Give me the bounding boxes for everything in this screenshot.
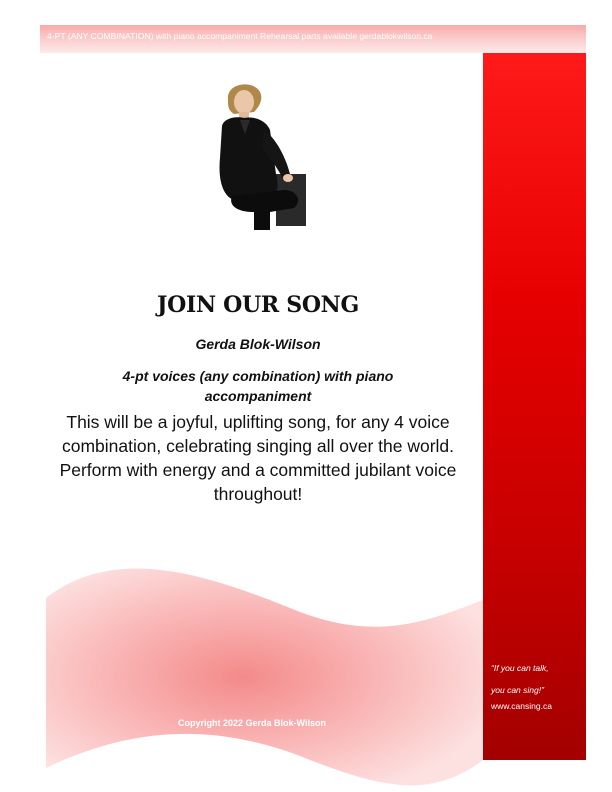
quote-line-2: you can sing!”	[491, 685, 544, 695]
quote-line-1: “If you can talk,	[491, 663, 549, 673]
voicing-text: 4-pt voices (any combination) with piano accompaniment	[122, 368, 394, 404]
composer-photo	[214, 78, 310, 230]
author-name: Gerda Blok-Wilson	[195, 336, 321, 352]
header-banner	[40, 25, 586, 53]
banner-text: 4-PT (ANY COMBINATION) with piano accompaniment Rehearsal parts available gerdablokwilson.ca	[47, 31, 433, 41]
description-text: This will be a joyful, uplifting song, for any 4 voice combination, celebrating singing all over the world. Perform with energy and a committed jubilant voice throughout!	[59, 412, 457, 504]
decorative-wave	[0, 560, 612, 792]
page-title: JOIN OUR SONG	[157, 292, 359, 318]
website-link[interactable]: www.cansing.ca	[491, 701, 552, 711]
copyright-text: Copyright 2022 Gerda Blok-Wilson	[178, 718, 326, 728]
